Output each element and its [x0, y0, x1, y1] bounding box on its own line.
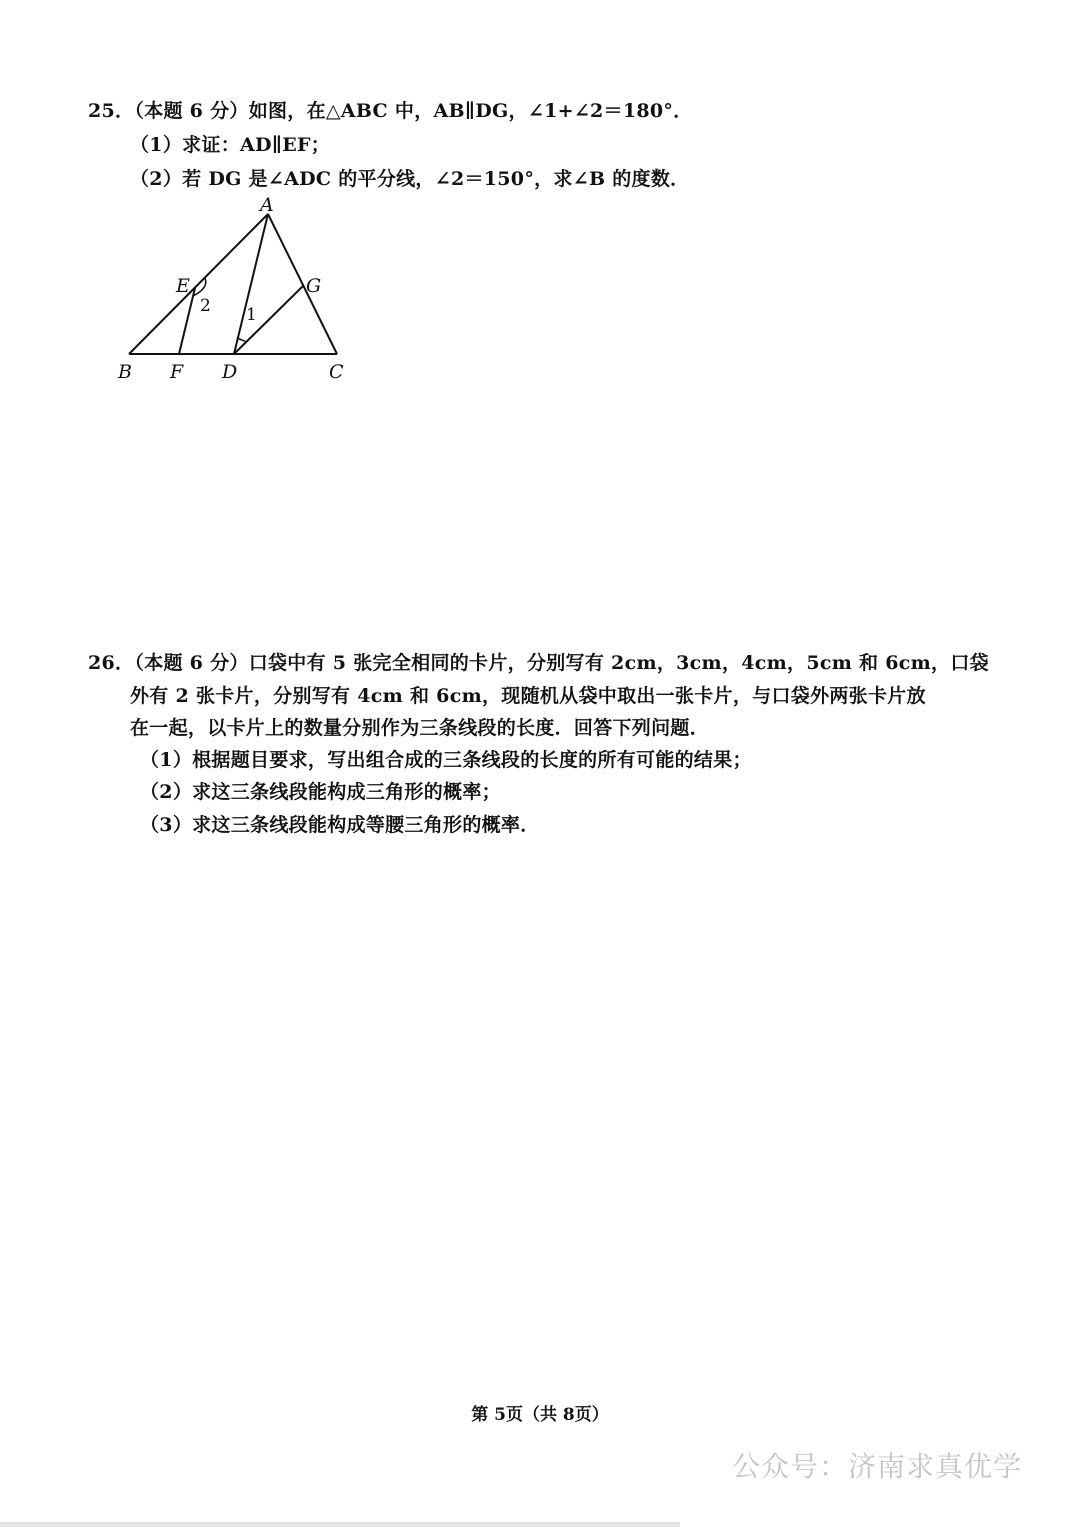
label-f: F [170, 361, 184, 383]
question-26-line-2: 外有 2 张卡片，分别写有 4cm 和 6cm，现随机从袋中取出一张卡片，与口袋外两张卡片放 [130, 685, 926, 707]
label-angle-1: 1 [246, 305, 257, 325]
label-c: C [329, 361, 344, 383]
segment-ef [179, 288, 195, 354]
segment-ac [268, 214, 337, 354]
question-26-line-3: 在一起，以卡片上的数量分别作为三条线段的长度．回答下列问题． [130, 717, 710, 739]
segment-dg [234, 285, 304, 354]
segment-ad [234, 214, 268, 354]
label-a: A [260, 194, 274, 216]
segment-ab [129, 214, 268, 354]
page-number: 第 5页（共 8页） [471, 1405, 609, 1425]
label-b: B [118, 361, 132, 383]
watermark-text: 公众号：济南求真优学 [731, 1450, 1022, 1483]
label-e: E [176, 275, 190, 297]
bottom-divider [0, 1522, 680, 1527]
label-d: D [222, 361, 238, 383]
question-26-part-1: （1）根据题目要求，写出组合成的三条线段的长度的所有可能的结果； [140, 749, 752, 771]
triangle-figure [110, 192, 370, 392]
question-26-part-3: （3）求这三条线段能构成等腰三角形的概率． [140, 814, 540, 836]
question-26-part-2: （2）求这三条线段能构成三角形的概率； [140, 781, 501, 803]
question-25-part-2: （2）若 DG 是∠ADC 的平分线，∠2＝150°，求∠B 的度数． [130, 168, 690, 190]
label-angle-2: 2 [200, 296, 211, 316]
label-g: G [306, 275, 322, 297]
question-26-heading: 26．（本题 6 分）口袋中有 5 张完全相同的卡片，分别写有 2cm，3cm，4cm，5cm 和 6cm，口袋 [88, 652, 989, 674]
question-25-heading: 25．（本题 6 分）如图，在△ABC 中，AB∥DG，∠1+∠2＝180°． [88, 100, 693, 122]
question-25-part-1: （1）求证：AD∥EF； [130, 134, 331, 156]
